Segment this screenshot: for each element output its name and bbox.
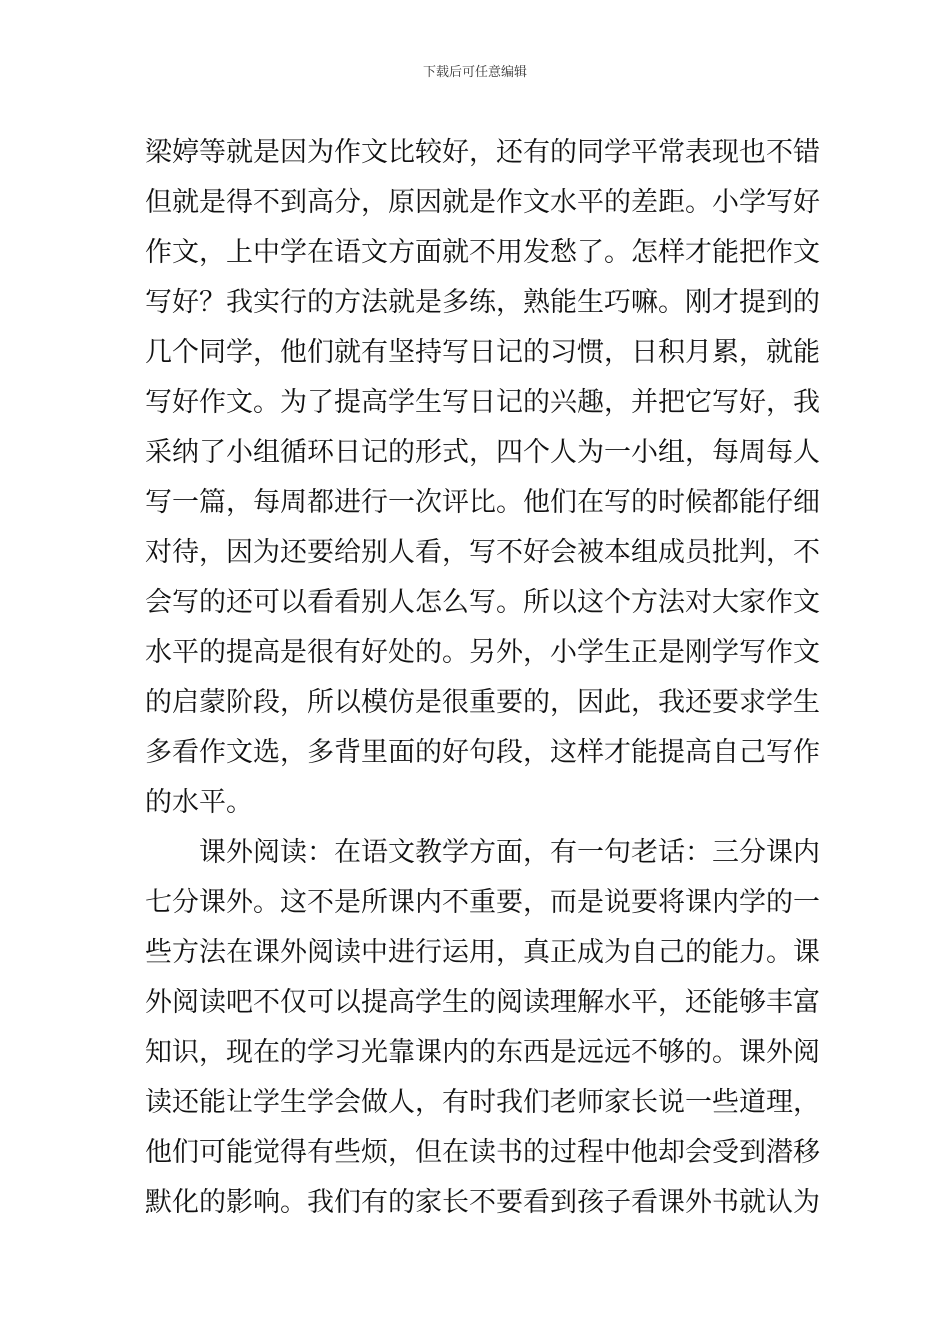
text-line: 外阅读吧不仅可以提高学生的阅读理解水平，还能够丰富 (145, 987, 820, 1018)
page-header: 下载后可任意编辑 (422, 65, 527, 80)
text-line: 写好？我实行的方法就是多练，熟能生巧嘛。刚才提到的 (145, 287, 820, 318)
text-line: 会写的还可以看看别人怎么写。所以这个方法对大家作文 (145, 587, 820, 618)
text-line: 知识，现在的学习光靠课内的东西是远远不够的。课外阅 (145, 1037, 820, 1068)
text-line: 写一篇，每周都进行一次评比。他们在写的时候都能仔细 (145, 487, 820, 518)
text-line: 写好作文。为了提高学生写日记的兴趣，并把它写好，我 (145, 387, 820, 418)
text-line: 默化的影响。我们有的家长不要看到孩子看课外书就认为 (145, 1187, 820, 1218)
text-line: 多看作文选，多背里面的好句段，这样才能提高自己写作 (145, 737, 820, 768)
text-line: 几个同学，他们就有坚持写日记的习惯，日积月累，就能 (145, 337, 820, 368)
text-line: 些方法在课外阅读中进行运用，真正成为自己的能力。课 (145, 937, 820, 968)
text-line: 七分课外。这不是所课内不重要，而是说要将课内学的一 (145, 887, 820, 918)
text-line: 但就是得不到高分，原因就是作文水平的差距。小学写好 (145, 187, 820, 218)
text-line: 水平的提高是很有好处的。另外，小学生正是刚学写作文 (145, 637, 820, 668)
text-line: 采纳了小组循环日记的形式，四个人为一小组，每周每人 (145, 437, 820, 468)
text-line: 的启蒙阶段，所以模仿是很重要的，因此，我还要求学生 (145, 687, 820, 718)
document-body (145, 128, 820, 1228)
text-line: 作文，上中学在语文方面就不用发愁了。怎样才能把作文 (145, 237, 820, 268)
text-line: 读还能让学生学会做人，有时我们老师家长说一些道理， (145, 1087, 820, 1118)
text-line: 的水平。 (145, 787, 253, 818)
text-line: 梁婷等就是因为作文比较好，还有的同学平常表现也不错 (145, 137, 820, 168)
text-line: 他们可能觉得有些烦，但在读书的过程中他却会受到潜移 (145, 1137, 820, 1168)
text-line: 对待，因为还要给别人看，写不好会被本组成员批判，不 (145, 537, 820, 568)
paragraph-first-line: 课外阅读：在语文教学方面，有一句老话：三分课内 (199, 837, 820, 868)
